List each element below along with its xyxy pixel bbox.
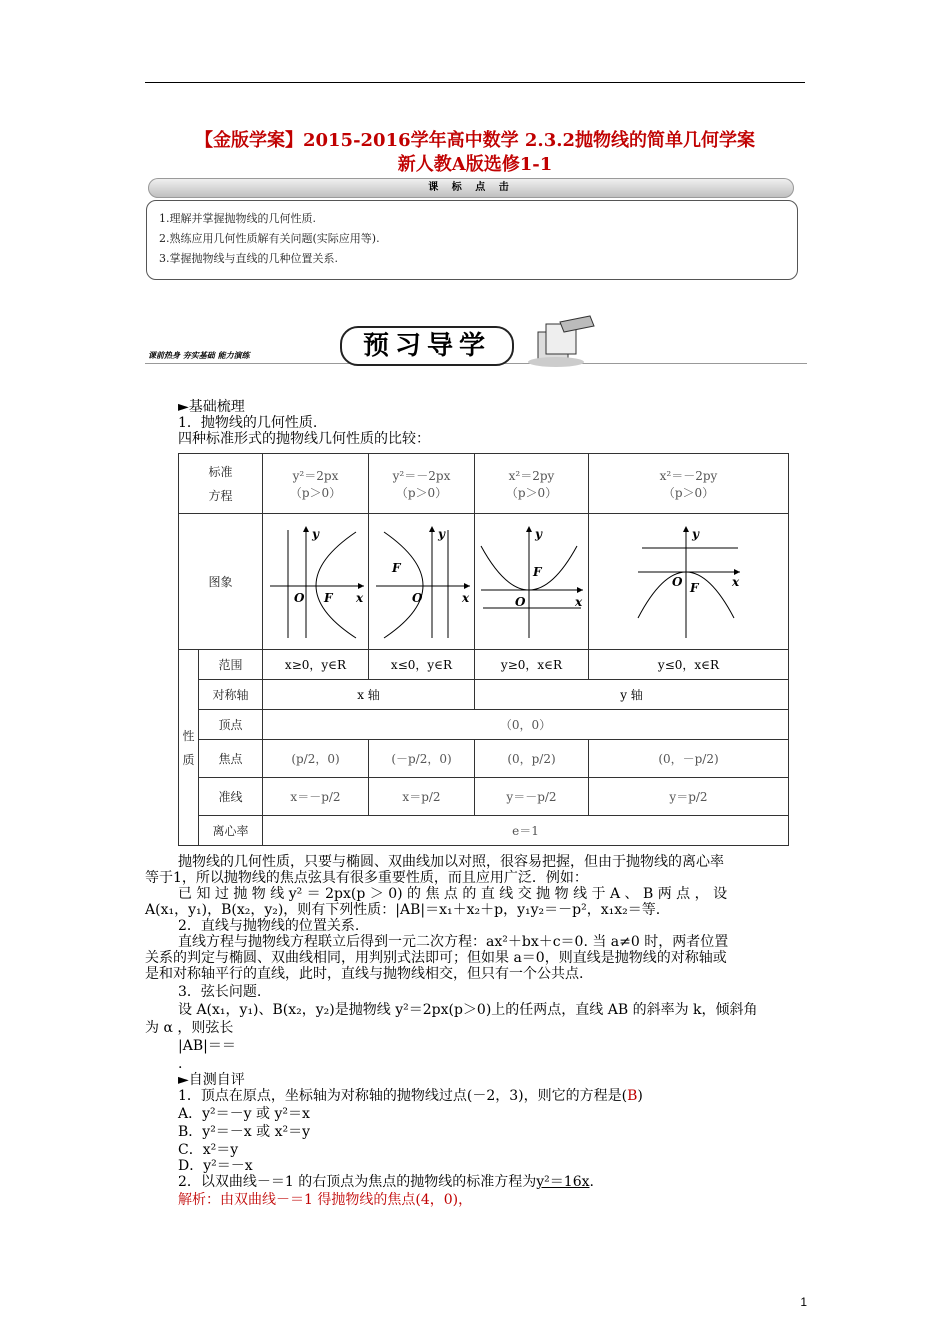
solution — [178, 1192, 472, 1208]
paragraph-line: 3．弦长问题. — [178, 984, 262, 1000]
option: C．x²＝y — [178, 1142, 239, 1158]
label-f: F — [532, 565, 542, 579]
condition: （p＞0） — [289, 485, 342, 500]
section1-heading: ►基础梳理 — [178, 399, 245, 415]
equation-cell — [369, 454, 475, 514]
label-f: F — [689, 581, 699, 595]
cell: (0，－p/2) — [589, 740, 789, 778]
question-1 — [178, 1088, 643, 1104]
graph-cell — [589, 514, 789, 650]
row-label-graph: 图象 — [179, 514, 263, 650]
cell: e＝1 — [263, 816, 789, 846]
label-x: x — [461, 591, 469, 605]
doc-title-line2: 新人教A版选修1-1 — [397, 154, 553, 175]
goals-box — [146, 200, 798, 280]
section1-item1: 1．抛物线的几何性质. — [178, 415, 318, 431]
row-label: 对称轴 — [199, 680, 263, 710]
row-label: 离心率 — [199, 816, 263, 846]
condition: （p＞0） — [395, 485, 448, 500]
cell: x≥0，y∈R — [263, 650, 369, 680]
paragraph-line: 直线方程与抛物线方程联立后得到一元二次方程：ax²＋bx＋c＝0. 当 a≠0 时，两者位置 — [178, 934, 729, 950]
equation-cell — [589, 454, 789, 514]
paragraph-line: 是和对称轴平行的直线，此时，直线与抛物线相交，但只有一个公共点. — [145, 966, 584, 982]
section2-heading: ►自测自评 — [178, 1072, 245, 1088]
paragraph-line: . — [178, 1056, 183, 1072]
option: A．y²＝－y 或 y²＝x — [178, 1106, 310, 1122]
equation: x²＝－2py — [659, 468, 718, 483]
option: B．y²＝－x 或 x²＝y — [178, 1124, 311, 1140]
graph-cell — [263, 514, 369, 650]
section1-item1-sub: 四种标准形式的抛物线几何性质的比较： — [178, 431, 430, 447]
cell: x≤0，y∈R — [369, 650, 475, 680]
row-label: 范围 — [199, 650, 263, 680]
row-label: 准线 — [199, 778, 263, 816]
solution-label: 解析： — [178, 1192, 220, 1208]
cell: y≥0，x∈R — [475, 650, 589, 680]
label-f: F — [391, 561, 401, 575]
goal-item: 2.熟练应用几何性质解有关问题(实际应用等). — [159, 232, 380, 245]
row-label: 顶点 — [199, 710, 263, 740]
cell: x 轴 — [263, 680, 475, 710]
cell: y≤0，x∈R — [589, 650, 789, 680]
paragraph-line: 已 知 过 抛 物 线 y² ＝ 2px(p ＞ 0) 的 焦 点 的 直 线 交 抛 物 线 于 A 、 B 两 点 ， 设 — [178, 886, 728, 902]
banner-subtitle: 课前热身 夯实基础 能力演练 — [148, 350, 250, 360]
goals-bar: 课 标 点 击 — [148, 178, 794, 198]
paragraph-line: 为 α ，则弦长 — [145, 1020, 234, 1036]
option: D．y²＝－x — [178, 1158, 253, 1174]
doc-title-line1: 【金版学案】2015-2016学年高中数学 2.3.2抛物线的简单几何学案 — [194, 130, 756, 151]
label-o: O — [293, 591, 304, 605]
cell: y＝－p/2 — [475, 778, 589, 816]
graph-cell — [475, 514, 589, 650]
parabola-down-graph — [634, 520, 744, 640]
cell: x＝－p/2 — [263, 778, 369, 816]
equation-cell — [263, 454, 369, 514]
equation: y²＝2px — [292, 468, 339, 483]
cell: (p/2，0) — [263, 740, 369, 778]
parabola-up-graph — [477, 520, 587, 640]
cell: （0，0） — [263, 710, 789, 740]
solution-text: 由双曲线－＝1 得抛物线的焦点(4，0)， — [220, 1192, 473, 1208]
answer: B — [627, 1088, 638, 1104]
question-text: 1．顶点在原点，坐标轴为对称轴的抛物线过点(－2，3)，则它的方程是( — [178, 1088, 628, 1104]
answer: y²＝16x — [536, 1174, 590, 1190]
graph-cell — [369, 514, 475, 650]
label-x: x — [574, 595, 582, 609]
equation: y²＝－2px — [392, 468, 451, 483]
label-o: O — [411, 591, 422, 605]
row-group-label: 性 质 — [179, 650, 199, 846]
label-y: y — [437, 527, 445, 541]
question-text: 2．以双曲线－＝1 的右顶点为焦点的抛物线的标准方程为 — [178, 1174, 537, 1190]
question-end: ) — [637, 1088, 643, 1104]
condition: （p＞0） — [505, 485, 558, 500]
cell: (－p/2，0) — [369, 740, 475, 778]
cell: x＝p/2 — [369, 778, 475, 816]
goal-item: 3.掌握抛物线与直线的几种位置关系. — [159, 252, 338, 265]
label-y: y — [311, 527, 319, 541]
header-rule — [145, 82, 805, 83]
label-o: O — [514, 595, 525, 609]
label-x: x — [355, 591, 363, 605]
paragraph-line: 设 A(x₁，y₁)、B(x₂，y₂)是抛物线 y²＝2px(p＞0)上的任两点，直线 AB 的斜率为 k，倾斜角 — [178, 1002, 758, 1018]
cell: (0，p/2) — [475, 740, 589, 778]
paragraph-line: 抛物线的几何性质，只要与椭圆、双曲线加以对照，很容易把握，但由于抛物线的离心率 — [178, 854, 724, 870]
books-icon — [520, 312, 600, 368]
parabola-left-graph — [372, 520, 472, 640]
question-2 — [178, 1174, 594, 1190]
label-o: O — [671, 575, 682, 589]
label-y: y — [534, 527, 542, 541]
paragraph-line: 等于1，所以抛物线的焦点弦具有很多重要性质，而且应用广泛．例如： — [145, 870, 588, 886]
cell: y＝p/2 — [589, 778, 789, 816]
banner-title: 预习导学 — [340, 326, 514, 366]
equation: x²＝2py — [508, 468, 555, 483]
parabola-right-graph — [266, 520, 366, 640]
row-label-equation: 标准 方程 — [179, 454, 263, 514]
page-number: 1 — [800, 1295, 807, 1309]
paragraph-line: A(x₁，y₁)，B(x₂，y₂)，则有下列性质：|AB|＝x₁＋x₂＋p，y₁y₂＝－p²，x₁x₂＝等. — [145, 902, 661, 918]
paragraph-line: |AB|＝＝ — [178, 1038, 236, 1054]
label-f: F — [323, 591, 333, 605]
label-x: x — [731, 575, 739, 589]
cell: y 轴 — [475, 680, 789, 710]
question-end: . — [589, 1174, 594, 1190]
paragraph-line: 关系的判定与椭圆、双曲线相同，用判别式法即可；但如果 a＝0，则直线是抛物线的对称轴或 — [145, 950, 727, 966]
equation-cell — [475, 454, 589, 514]
condition: （p＞0） — [662, 485, 715, 500]
paragraph-line: 2．直线与抛物线的位置关系. — [178, 918, 360, 934]
goal-item: 1.理解并掌握抛物线的几何性质. — [159, 212, 316, 225]
properties-table — [178, 453, 789, 846]
row-label: 焦点 — [199, 740, 263, 778]
label-y: y — [691, 527, 699, 541]
